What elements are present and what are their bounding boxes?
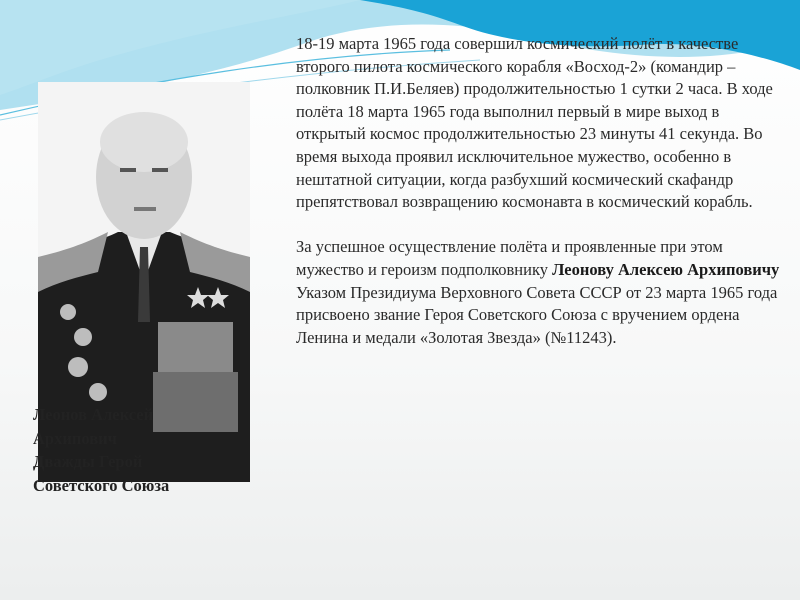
paragraph-flight: 18-19 марта 1965 года совершил космический полёт в качестве второго пилота космического корабля «Восход-2» (командир – полковник П.И.Беляев) продолжительностью 1 сутки 2 часа. В ходе полёта 18 марта 1965 года выполнил первый в мире выход в открытый космос продолжительностью 23 минуты 41 секунда. Во время выхода проявил исключительное мужество, особенно в нештатной ситуации, когда разбухший космический скафандр препятствовал возвращению космонавта в космический корабль. xyxy=(296,34,773,212)
award-recipient-name: Леонову Алексею Архиповичу xyxy=(552,259,780,279)
caption-line: Леонов Алексей xyxy=(33,405,154,424)
caption-line: Архипович xyxy=(33,428,117,448)
caption-line: Дважды Герой xyxy=(33,452,143,471)
caption-line: Советского Союза xyxy=(33,475,170,495)
award-text-start: За успешное осуществление полёта и проявленные при этом мужество и героизм подполковнику xyxy=(296,237,723,279)
body-text xyxy=(296,33,786,349)
portrait-caption xyxy=(33,403,253,497)
award-text-end: Указом Президиума Верховного Совета СССР от 23 марта 1965 года присвоено звание Героя Советского Союза с вручением ордена Ленина и медали «Золотая Звезда» (№11243). xyxy=(296,282,778,347)
paragraph-award xyxy=(296,236,786,349)
